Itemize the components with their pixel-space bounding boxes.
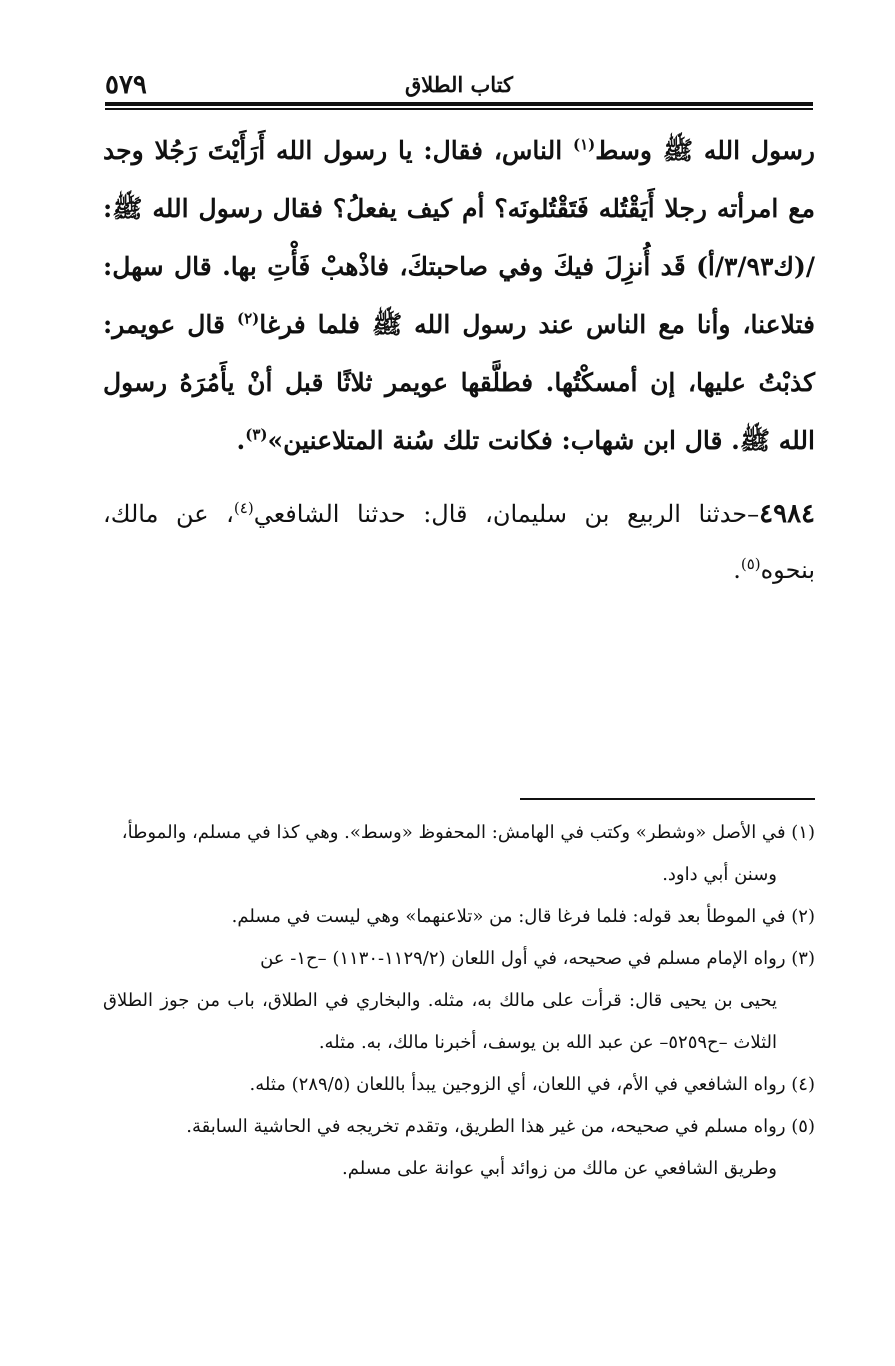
footnote-3: [103, 938, 815, 1064]
footnote-1-cont: وسنن أبي داود.: [662, 864, 777, 885]
hadith-end: .: [733, 556, 741, 584]
footnote-ref-5: (٥): [740, 555, 761, 573]
running-title: كتاب الطلاق: [404, 72, 514, 97]
footnotes: [103, 812, 815, 1190]
footnote-ref-1: (١): [572, 135, 596, 154]
footnote-1-first: (١) في الأصل «وشطر» وكتب في الهامش: المحفوظ «وسط». وهي كذا في مسلم، والموطأ،: [121, 822, 815, 843]
footnote-1: [103, 812, 815, 896]
footnote-3-first: (٣) رواه الإمام مسلم في صحيحه، في أول اللعان (١١٢٩/٢-١١٣٠) –ح١- عن: [260, 948, 815, 969]
hadith-entry: [103, 486, 815, 598]
footnote-ref-3: (٣): [245, 425, 268, 444]
footnote-2-first: (٢) في الموطأ بعد قوله: فلما فرغا قال: من «تلاعنهما» وهي ليست في مسلم.: [231, 906, 815, 927]
footnote-separator: [520, 798, 815, 800]
footnote-5-cont: وطريق الشافعي عن مالك من زوائد أبي عوانة على مسلم.: [342, 1158, 777, 1179]
page-number: ٥٧٩: [105, 70, 147, 100]
hadith-text-2: ، عن مالك، بنحوه: [103, 500, 815, 584]
paragraph-text-1: رسول الله ﷺ وسط: [595, 136, 816, 165]
hadith-text-1: –حدثنا الربيع بن سليمان، قال: حدثنا الشافعي: [253, 500, 760, 528]
paragraph-text-3: قال عويمر: كذبْتُ عليها، إن أمسكْتُها. فطلَّقها عويمر ثلاثًا قبل أنْ يأَمُرَهُ رسول الله ﷺ. قال ابن شهاب: فكانت تلك سُنة المتلاعنين»: [103, 310, 815, 455]
main-paragraph: [103, 122, 815, 470]
paragraph-text-2: الناس، فقال: يا رسول الله أَرَأَيْتَ رَجُلا وجد مع امرأته رجلا أَيَقْتُله فَتَقْتُلونَه؟ أم كيف يفعلُ؟ فقال رسول الله ﷺ: /(ك٣/٩٣/أ) قَد أُنزِلَ فيكَ وفي صاحبتكَ، فاذْهبْ فَأْتِ بها. قال سهل: فتلاعنا، وأنا مع الناس عند رسول الله ﷺ فلما فرغا: [103, 136, 815, 339]
footnote-ref-2: (٢): [236, 309, 260, 328]
footnote-ref-4: (٤): [233, 499, 254, 517]
header-rule-thin: [105, 108, 813, 110]
paragraph-end: .: [236, 426, 246, 455]
page-header: [105, 70, 813, 106]
footnote-4: [103, 1064, 815, 1106]
footnote-5-first: (٥) رواه مسلم في صحيحه، من غير هذا الطريق، وتقدم تخريجه في الحاشية السابقة.: [186, 1116, 815, 1137]
footnote-2: [103, 896, 815, 938]
hadith-number: ٤٩٨٤: [759, 499, 815, 529]
footnote-4-first: (٤) رواه الشافعي في الأم، في اللعان، أي الزوجين يبدأ باللعان (٢٨٩/٥) مثله.: [249, 1074, 815, 1095]
footnote-3-cont: يحيى بن يحيى قال: قرأت على مالك به، مثله. والبخاري في الطلاق، باب من جوز الطلاق الثلاث –ح٥٢٥٩– عن عبد الله بن يوسف، أخبرنا مالك، به. مثله.: [103, 990, 777, 1053]
header-rule-thick: [105, 102, 813, 106]
footnote-5: [103, 1106, 815, 1190]
